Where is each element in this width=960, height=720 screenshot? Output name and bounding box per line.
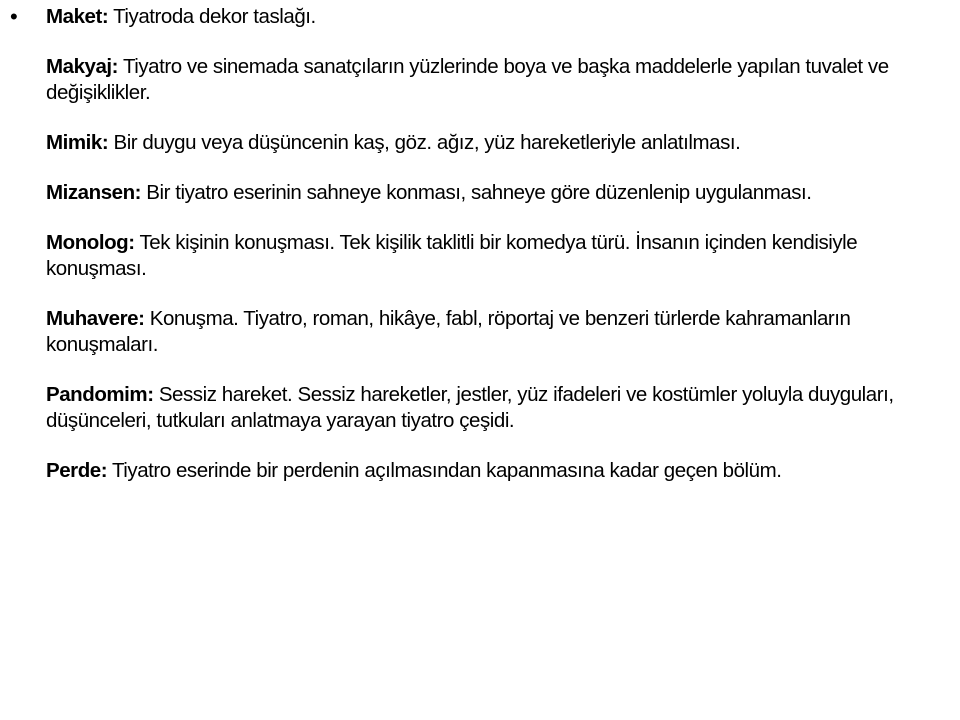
definition: Konuşma. Tiyatro, roman, hikâye, fabl, röportaj ve benzeri türlerde kahramanların konuşmaları. — [46, 307, 851, 356]
glossary-entry-mizansen — [46, 180, 951, 206]
term: Perde: — [46, 459, 108, 482]
term: Mimik: — [46, 131, 109, 154]
glossary-entry-perde — [46, 458, 951, 484]
term: Mizansen: — [46, 181, 142, 204]
definition: Bir tiyatro eserinin sahneye konması, sahneye göre düzenlenip uygulanması. — [141, 181, 812, 204]
definition: Tiyatro ve sinemada sanatçıların yüzlerinde boya ve başka maddelerle yapılan tuvalet ve değişiklikler. — [46, 55, 889, 104]
term: Maket: — [46, 5, 109, 28]
glossary-entry-maket — [46, 4, 951, 30]
bullet-point: • — [10, 4, 18, 29]
glossary-entry-makyaj — [46, 54, 951, 106]
definition: Tiyatro eserinde bir perdenin açılmasından kapanmasına kadar geçen bölüm. — [107, 459, 782, 482]
glossary-entry-mimik — [46, 130, 951, 156]
glossary-entry-muhavere — [46, 306, 951, 358]
glossary-entry-monolog — [46, 230, 951, 282]
definition: Tek kişinin konuşması. Tek kişilik taklitli bir komedya türü. İnsanın içinden kendisiyle konuşması. — [46, 231, 858, 280]
glossary-entry-pandomim — [46, 382, 951, 434]
term: Makyaj: — [46, 55, 119, 78]
term: Muhavere: — [46, 307, 145, 330]
definition: Tiyatroda dekor taslağı. — [108, 5, 316, 28]
term: Monolog: — [46, 231, 135, 254]
definition: Bir duygu veya düşüncenin kaş, göz. ağız, yüz hareketleriyle anlatılması. — [108, 131, 741, 154]
definition: Sessiz hareket. Sessiz hareketler, jestler, yüz ifadeleri ve kostümler yoluyla duyguları, düşünceleri, tutkuları anlatmaya yarayan tiyatro çeşidi. — [46, 383, 894, 432]
glossary-list — [46, 4, 951, 508]
term: Pandomim: — [46, 383, 154, 406]
